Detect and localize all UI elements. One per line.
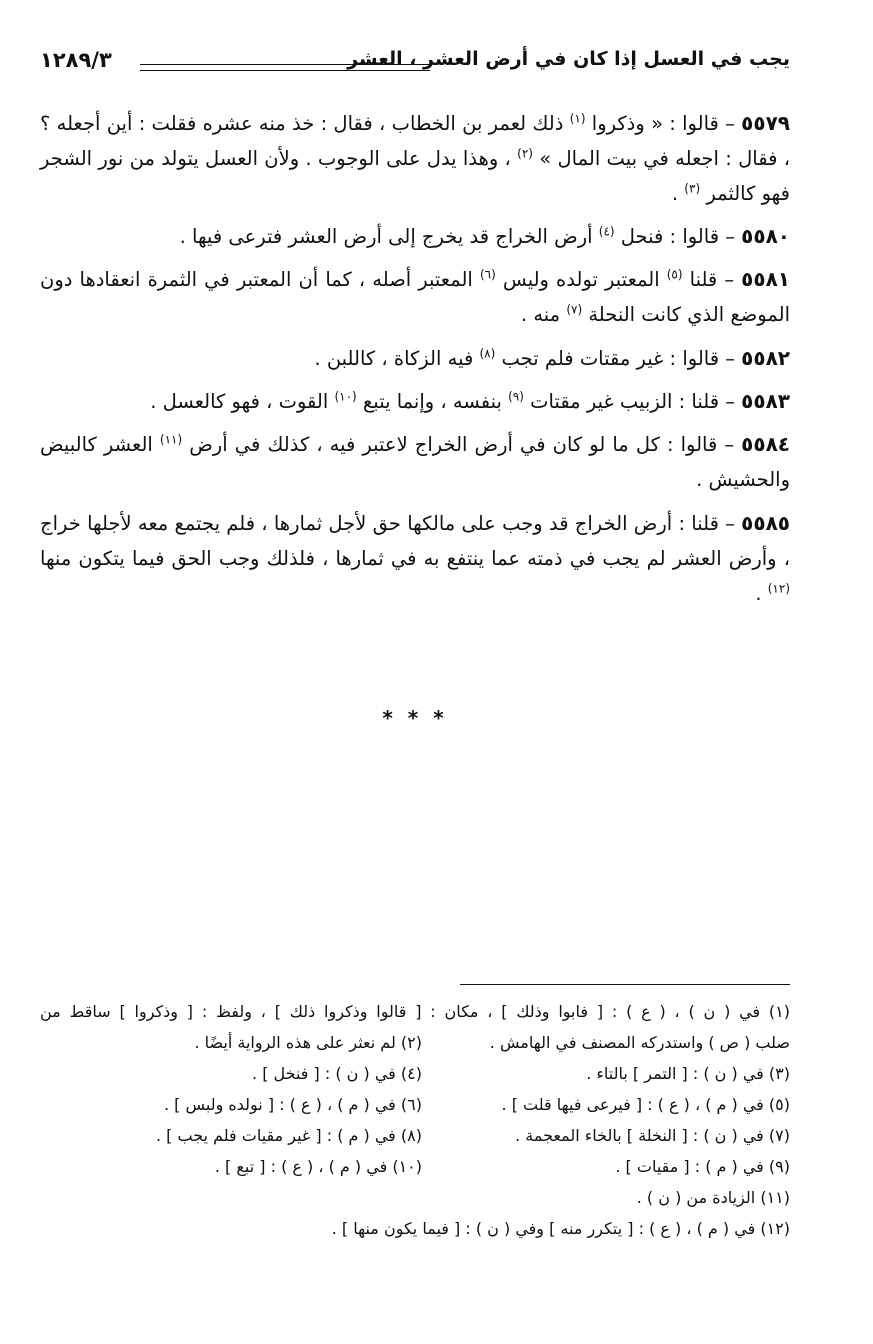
paragraph-number: ٥٥٨٥ — [741, 511, 790, 535]
paragraph-5579 — [40, 106, 790, 211]
footnote-1: (١) في ( ن ) ، ( ع ) : [ فابوا وذلك ] ، مكان : [ قالوا وذكروا ذلك ] ، ولفظ : [ وذكروا ] ساقط من — [40, 1002, 790, 1021]
paragraph-5583 — [40, 384, 790, 419]
paragraph-text: القوت ، فهو كالعسل . — [150, 390, 335, 413]
paragraph-number: ٥٥٨٣ — [741, 389, 790, 413]
paragraph-text: – قالوا : كل ما لو كان في أرض الخراج لاعتبر فيه ، كذلك في أرض — [182, 433, 742, 456]
footnote-line — [40, 996, 790, 1027]
footnote-ref: (٣) — [684, 181, 701, 196]
footnote-11: (١١) الزيادة من ( ن ) . — [636, 1188, 790, 1207]
footnote-ref: (٧) — [566, 302, 583, 317]
footnote-4: (٤) في ( ن ) : [ فنخل ] . — [252, 1064, 422, 1083]
footnote-ref: (١) — [569, 111, 586, 126]
paragraph-number: ٥٥٧٩ — [741, 111, 790, 135]
paragraph-text: . — [671, 182, 685, 205]
book-page — [40, 44, 790, 1304]
chapter-title: يجب في العسل إذا كان في أرض العشر ، العشر — [347, 48, 790, 70]
paragraph-number: ٥٥٨٢ — [741, 346, 790, 370]
paragraph-text: فيه الزكاة ، كاللبن . — [314, 347, 480, 370]
paragraph-text: – قالوا : « وذكروا — [585, 112, 742, 135]
paragraph-text: أرض الخراج قد يخرج إلى أرض العشر فترعى فيها . — [179, 225, 599, 248]
page-number: ١٢٨٩/٣ — [40, 48, 112, 72]
footnote-6: (٦) في ( م ) ، ( ع ) : [ نولده ولبس ] . — [163, 1095, 422, 1114]
footnote-3: (٣) في ( ن ) : [ التمر ] بالتاء . — [586, 1064, 790, 1083]
footnote-ref: (١٠) — [334, 389, 357, 404]
paragraph-text: . — [755, 582, 768, 605]
paragraph-5584 — [40, 427, 790, 497]
paragraph-text: العشر كالبيض والحشيش . — [40, 433, 790, 491]
section-separator: * * * — [382, 706, 448, 730]
paragraph-number: ٥٥٨٠ — [741, 224, 790, 248]
paragraph-text: – قلنا : الزبيب غير مقتات — [523, 390, 742, 413]
paragraph-text: – قلنا : أرض الخراج قد وجب على مالكها حق لأجل ثمارها ، فلم يجتمع معه لأجلها خراج ، وأرض العشر لم يجب في ذمته عما ينتفع به في ثمارها ، فلذلك وجب الحق فيما يتكون منها — [40, 512, 790, 570]
footnote-ref: (٢) — [517, 146, 533, 161]
footnote-line — [40, 1182, 790, 1213]
paragraph-text: ، وهذا يدل على الوجوب . ولأن العسل يتولد من نور الشجر فهو كالثمر — [40, 147, 790, 205]
footnote-line — [40, 1213, 790, 1244]
footnote-ref: (٤) — [598, 224, 615, 239]
footnotes — [40, 996, 790, 1244]
footnote-ref: (٥) — [666, 267, 683, 282]
footnote-ref: (١٢) — [767, 581, 790, 596]
running-header — [40, 44, 790, 84]
paragraph-text: بنفسه ، وإنما يتبع — [356, 390, 509, 413]
paragraph-5580 — [40, 219, 790, 254]
footnote-5: (٥) في ( م ) ، ( ع ) : [ فيرعى فيها قلت ] . — [501, 1095, 790, 1114]
paragraph-text: – قالوا : غير مقتات فلم تجب — [495, 347, 742, 370]
footnote-7: (٧) في ( ن ) : [ النخلة ] بالخاء المعجمة . — [515, 1126, 790, 1145]
footnote-ref: (١١) — [159, 432, 183, 447]
footnote-ref: (٩) — [508, 389, 524, 404]
paragraph-5581 — [40, 262, 790, 332]
footnote-8: (٨) في ( م ) : [ غير مقيات فلم يجب ] . — [156, 1126, 422, 1145]
footnote-line — [40, 1151, 790, 1182]
paragraph-5582 — [40, 341, 790, 376]
paragraph-5585 — [40, 506, 790, 611]
footnote-9: (٩) في ( م ) : [ مقيات ] . — [615, 1157, 790, 1176]
footnote-line — [40, 1089, 790, 1120]
paragraph-text: المعتبر أصله ، كما أن المعتبر في الثمرة انعقادها دون الموضع الذي كانت النحلة — [40, 268, 790, 326]
footnote-ref: (٨) — [479, 346, 496, 361]
main-text — [40, 106, 790, 620]
footnote-line — [40, 1120, 790, 1151]
footnote-12: (١٢) في ( م ) ، ( ع ) : [ يتكرر منه ] وفي ( ن ) : [ فيما يكون منها ] . — [331, 1219, 790, 1238]
paragraph-text: المعتبر تولده وليس — [495, 268, 667, 291]
footnote-line — [40, 1058, 790, 1089]
footnote-10: (١٠) في ( م ) ، ( ع ) : [ تبع ] . — [214, 1157, 422, 1176]
footnote-2: (٢) لم نعثر على هذه الرواية أيضًا . — [194, 1033, 422, 1052]
footnote-1-cont: صلب ( ص ) واستدركه المصنف في الهامش . — [489, 1033, 790, 1052]
paragraph-number: ٥٥٨١ — [741, 267, 790, 291]
footnote-line — [40, 1027, 790, 1058]
footnote-rule — [460, 984, 790, 985]
paragraph-text: – قلنا — [682, 268, 742, 291]
paragraph-text: ذلك لعمر بن الخطاب ، فقال : خذ منه عشره فقلت : أين أجعله ؟ ، فقال : اجعله في بيت المال » — [40, 112, 791, 170]
paragraph-number: ٥٥٨٤ — [741, 432, 790, 456]
header-double-rule — [140, 64, 430, 71]
paragraph-text: – قالوا : فنحل — [614, 225, 742, 248]
paragraph-text: منه . — [520, 303, 567, 326]
footnote-ref: (٦) — [479, 267, 496, 282]
